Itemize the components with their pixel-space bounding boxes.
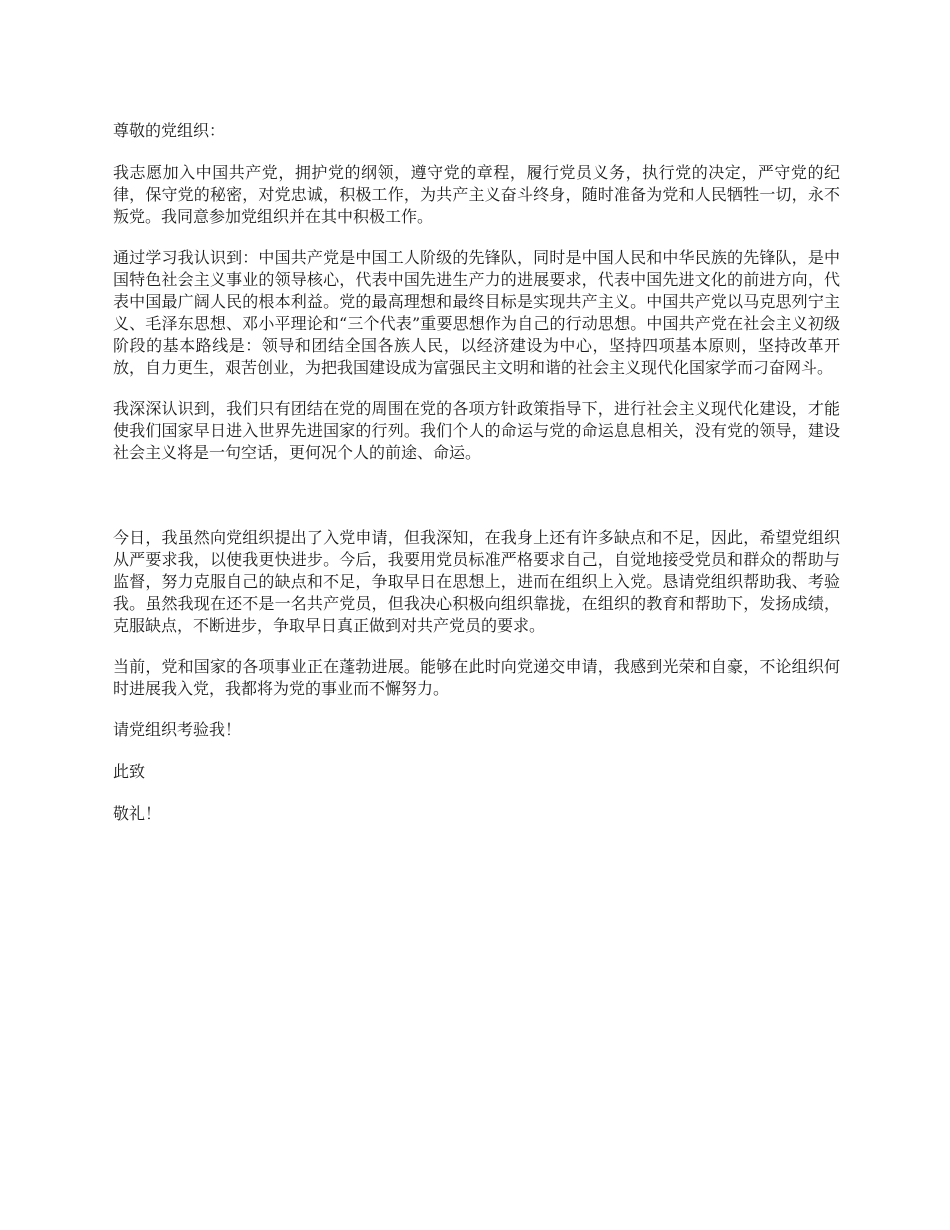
letter-body bbox=[113, 120, 840, 845]
closing-line-2: 敬礼！ bbox=[113, 804, 162, 823]
paragraph-commitment: 当前，党和国家的各项事业正在蓬勃进展。能够在此时向党递交申请，我感到光荣和自豪，不论组织何时进展我入党，我都将为党的事业而不懈努力。 bbox=[113, 657, 840, 698]
paragraph-realization: 我深深认识到，我们只有团结在党的周围在党的各项方针政策指导下，进行社会主义现代化建设，才能使我们国家早日进入世界先进国家的行列。我们个人的命运与党的命运息息相关，没有党的领导，建设社会主义将是一句空话，更何况个人的前途、命运。 bbox=[113, 399, 840, 462]
salutation: 尊敬的党组织： bbox=[113, 121, 226, 140]
paragraph-pledge: 我志愿加入中国共产党，拥护党的纲领，遵守党的章程，履行党员义务，执行党的决定，严守党的纪律，保守党的秘密，对党忠诚，积极工作，为共产主义奋斗终身，随时准备为党和人民牺牲一切，永不叛党。我同意参加党组织并在其中积极工作。 bbox=[113, 163, 840, 226]
paragraph-spacer bbox=[113, 483, 840, 527]
closing-line-1: 此致 bbox=[113, 762, 146, 781]
request-line: 请党组织考验我！ bbox=[113, 720, 242, 739]
paragraph-application: 今日，我虽然向党组织提出了入党申请，但我深知，在我身上还有许多缺点和不足，因此，希望党组织从严要求我，以使我更快进步。今后，我要用党员标准严格要求自己，自觉地接受党员和群众的帮助与监督，努力克服自己的缺点和不足，争取早日在思想上，进而在组织上入党。恳请党组织帮助我、考验我。虽然我现在还不是一名共产党员，但我决心积极向组织靠拢，在组织的教育和帮助下，发扬成绩，克服缺点，不断进步，争取早日真正做到对共产党员的要求。 bbox=[113, 528, 840, 635]
paragraph-understanding: 通过学习我认识到：中国共产党是中国工人阶级的先锋队，同时是中国人民和中华民族的先锋队，是中国特色社会主义事业的领导核心，代表中国先进生产力的进展要求，代表中国先进文化的前进方向，代表中国最广阔人民的根本利益。党的最高理想和最终目标是实现共产主义。中国共产党以马克思列宁主义、毛泽东思想、邓小平理论和“三个代表”重要思想作为自己的行动思想。中国共产党在社会主义初级阶段的基本路线是：领导和团结全国各族人民，以经济建设为中心，坚持四项基本原则，坚持改革开放，自力更生，艰苦创业，为把我国建设成为富强民主文明和谐的社会主义现代化国家学而刁奋网斗。 bbox=[113, 248, 840, 377]
